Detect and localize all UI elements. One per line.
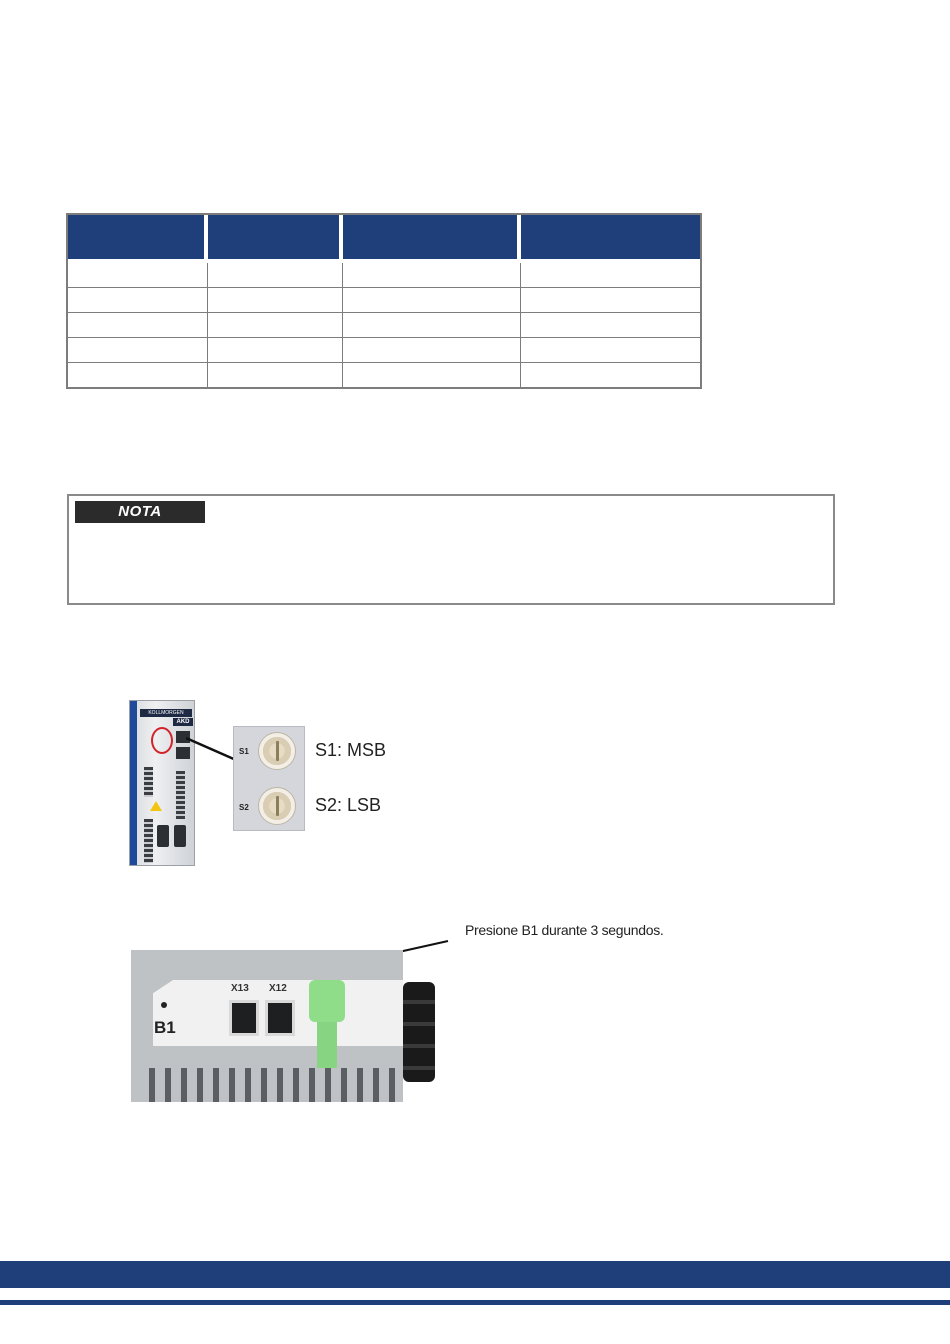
port-label: X12 bbox=[269, 983, 287, 994]
table-header-cell bbox=[521, 215, 700, 263]
table-header-cell bbox=[343, 215, 521, 263]
table-row bbox=[68, 263, 700, 288]
leader-line bbox=[186, 735, 238, 765]
s1-dial-icon bbox=[258, 732, 296, 770]
footer-line bbox=[0, 1300, 950, 1305]
drive-sub-d-connector bbox=[174, 825, 186, 847]
drive-sub-d-connector bbox=[157, 825, 169, 847]
note-box bbox=[67, 494, 835, 605]
table-header-cell bbox=[208, 215, 343, 263]
s2-tag: S2 bbox=[239, 803, 249, 812]
cooling-vents bbox=[149, 1068, 399, 1102]
table-header-row bbox=[68, 215, 700, 263]
drive-terminal bbox=[144, 819, 153, 863]
drive-model-label: AKD bbox=[173, 718, 193, 726]
connector-knob bbox=[403, 982, 435, 1082]
port-label: X13 bbox=[231, 983, 249, 994]
rotary-switch-highlight bbox=[151, 727, 173, 754]
warning-icon bbox=[150, 801, 162, 811]
s2-dial-icon bbox=[258, 787, 296, 825]
b1-button bbox=[161, 1002, 167, 1008]
table-row bbox=[68, 363, 700, 387]
s2-caption: S2: LSB bbox=[315, 795, 382, 815]
address-table bbox=[66, 213, 702, 389]
footer-band bbox=[0, 1261, 950, 1288]
drive-terminal bbox=[144, 767, 153, 797]
table-row bbox=[68, 313, 700, 338]
rotary-switch-panel bbox=[233, 726, 305, 831]
rj45-port bbox=[229, 1000, 259, 1036]
s1-tag: S1 bbox=[239, 747, 249, 756]
ethernet-plug bbox=[309, 980, 345, 1022]
b1-label: B1 bbox=[154, 1018, 176, 1037]
drive-top-image bbox=[131, 950, 403, 1102]
drive-front-image bbox=[129, 700, 195, 866]
rj45-port bbox=[265, 1000, 295, 1036]
drive-brand-label: KOLLMORGEN bbox=[140, 709, 192, 717]
note-label: NOTA bbox=[75, 501, 205, 523]
table-header-cell bbox=[68, 215, 208, 263]
s1-caption: S1: MSB bbox=[315, 740, 387, 760]
drive-side-stripe bbox=[130, 701, 137, 865]
table-row bbox=[68, 338, 700, 363]
b1-instruction: Presione B1 durante 3 segundos. bbox=[465, 922, 664, 938]
drive-terminal bbox=[176, 771, 185, 819]
table-row bbox=[68, 288, 700, 313]
